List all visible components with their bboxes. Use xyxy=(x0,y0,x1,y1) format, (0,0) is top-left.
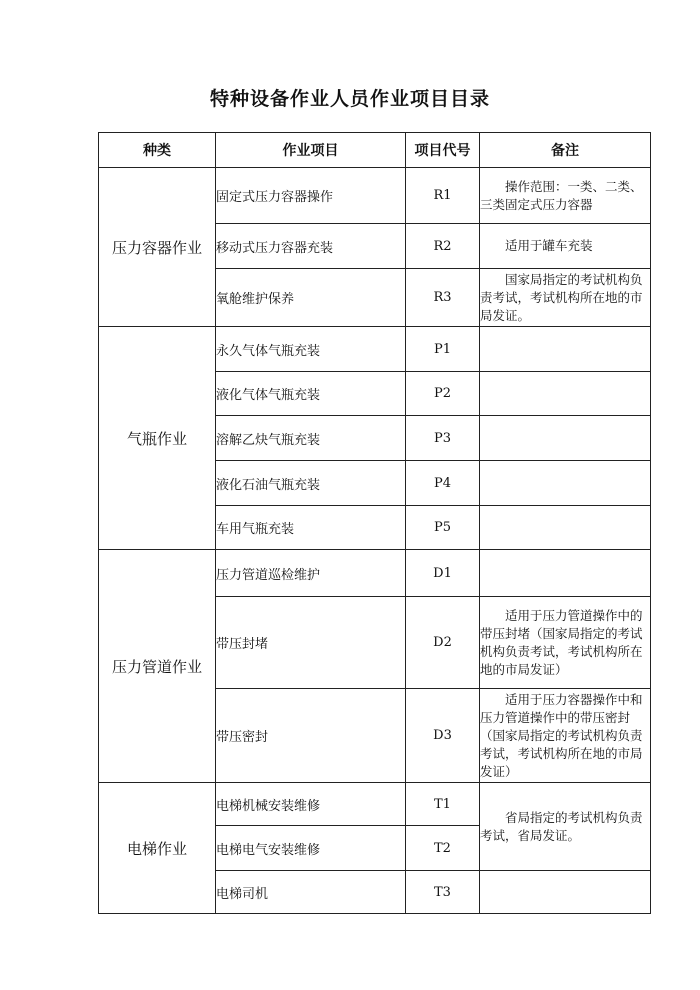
table-row xyxy=(99,550,651,597)
note-text: 适用于压力容器操作中和压力管道操作中的带压密封（国家局指定的考试机构负责考试，考试机构所在地的市局发证） xyxy=(480,691,643,779)
code-cell: R3 xyxy=(406,269,480,327)
note-cell xyxy=(480,871,651,914)
item-cell: 溶解乙炔气瓶充装 xyxy=(216,416,406,461)
note-cell xyxy=(480,224,651,269)
header-category: 种类 xyxy=(99,133,216,168)
header-row xyxy=(99,133,651,168)
table-row xyxy=(99,327,651,372)
code-cell: D3 xyxy=(406,689,480,783)
item-cell: 液化气体气瓶充装 xyxy=(216,372,406,416)
item-cell: 移动式压力容器充装 xyxy=(216,224,406,269)
code-cell: P2 xyxy=(406,372,480,416)
header-note: 备注 xyxy=(480,133,651,168)
note-text: 操作范围：一类、二类、三类固定式压力容器 xyxy=(480,178,643,212)
note-cell xyxy=(480,372,651,416)
item-cell: 电梯司机 xyxy=(216,871,406,914)
category-elevator: 电梯作业 xyxy=(99,783,216,914)
page-title: 特种设备作业人员作业项目目录 xyxy=(209,88,490,110)
item-cell: 永久气体气瓶充装 xyxy=(216,327,406,372)
note-cell xyxy=(480,416,651,461)
category-pipeline: 压力管道作业 xyxy=(99,550,216,783)
code-cell: P4 xyxy=(406,461,480,506)
table-row xyxy=(99,783,651,826)
table-row xyxy=(99,168,651,224)
code-cell: D2 xyxy=(406,597,480,689)
code-cell: T2 xyxy=(406,826,480,871)
note-cell xyxy=(480,597,651,689)
note-cell xyxy=(480,689,651,783)
header-code: 项目代号 xyxy=(406,133,480,168)
category-pressure-vessel: 压力容器作业 xyxy=(99,168,216,327)
code-cell: T1 xyxy=(406,783,480,826)
note-cell xyxy=(480,506,651,550)
item-cell: 压力管道巡检维护 xyxy=(216,550,406,597)
note-cell xyxy=(480,783,651,871)
item-cell: 电梯机械安装维修 xyxy=(216,783,406,826)
note-cell xyxy=(480,269,651,327)
item-cell: 电梯电气安装维修 xyxy=(216,826,406,871)
item-cell: 车用气瓶充装 xyxy=(216,506,406,550)
note-text: 省局指定的考试机构负责考试，省局发证。 xyxy=(480,809,643,843)
item-cell: 带压密封 xyxy=(216,689,406,783)
item-cell: 固定式压力容器操作 xyxy=(216,168,406,224)
note-cell xyxy=(480,461,651,506)
code-cell: P5 xyxy=(406,506,480,550)
code-cell: R2 xyxy=(406,224,480,269)
code-cell: R1 xyxy=(406,168,480,224)
code-cell: P3 xyxy=(406,416,480,461)
note-text: 适用于罐车充装 xyxy=(505,238,593,253)
code-cell: T3 xyxy=(406,871,480,914)
note-cell xyxy=(480,550,651,597)
code-cell: P1 xyxy=(406,327,480,372)
item-cell: 液化石油气瓶充装 xyxy=(216,461,406,506)
item-cell: 氧舱维护保养 xyxy=(216,269,406,327)
note-text: 适用于压力管道操作中的带压封堵（国家局指定的考试机构负责考试，考试机构所在地的市局发证） xyxy=(480,607,643,677)
code-cell: D1 xyxy=(406,550,480,597)
note-cell xyxy=(480,327,651,372)
item-cell: 带压封堵 xyxy=(216,597,406,689)
note-cell xyxy=(480,168,651,224)
catalog-table xyxy=(98,132,651,914)
note-text: 国家局指定的考试机构负责考试，考试机构所在地的市局发证。 xyxy=(480,271,643,323)
category-cylinder: 气瓶作业 xyxy=(99,327,216,550)
header-item: 作业项目 xyxy=(216,133,406,168)
